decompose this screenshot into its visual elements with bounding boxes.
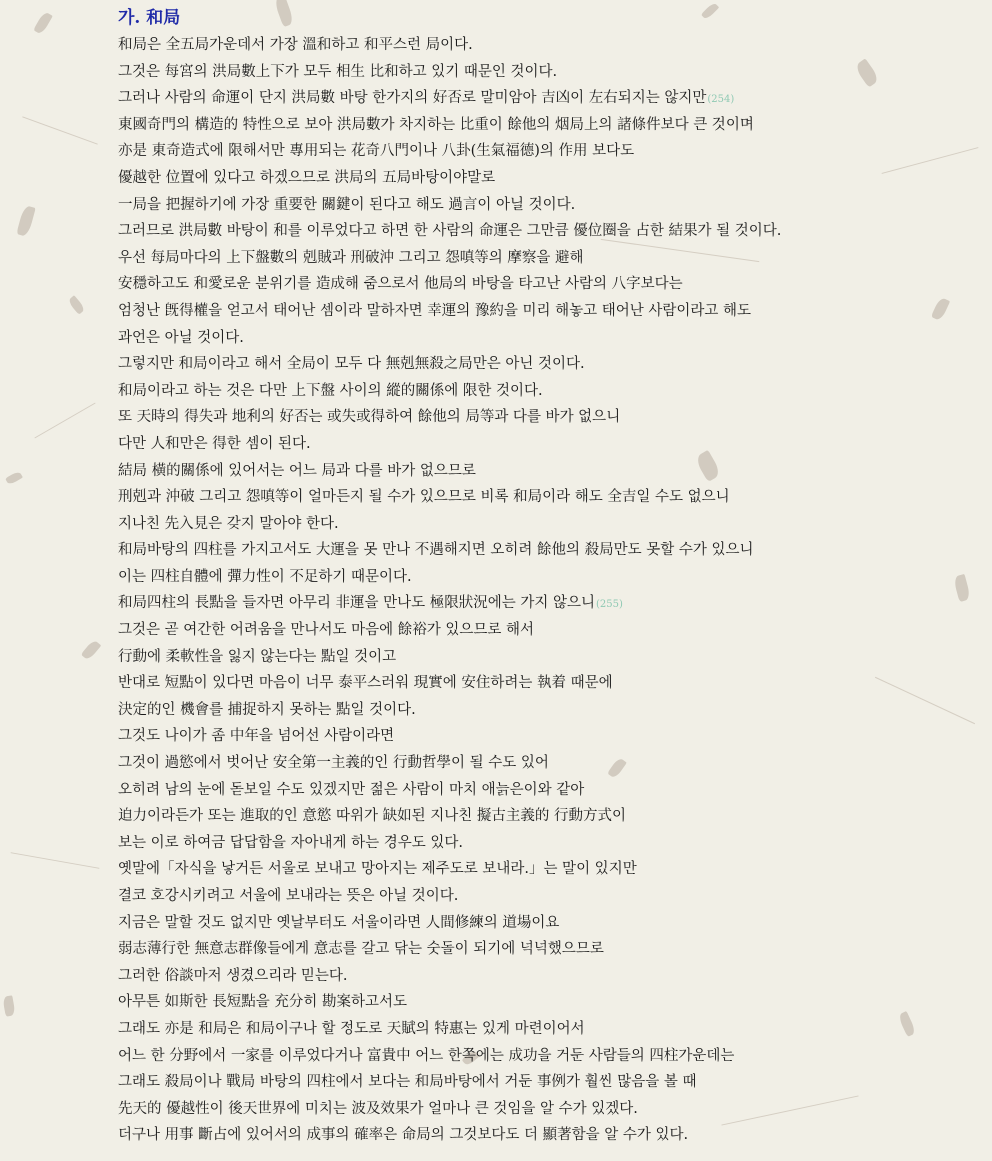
line-text: 과언은 아닐 것이다. bbox=[118, 329, 244, 346]
paper-fleck bbox=[2, 995, 15, 1016]
text-line bbox=[118, 85, 978, 112]
line-text: 行動에 柔軟性을 잃지 않는다는 點일 것이고 bbox=[118, 648, 397, 665]
line-text: 그래도 亦是 和局은 和局이구나 할 정도로 天賦의 特惠는 있게 마련이어서 bbox=[118, 1020, 585, 1037]
text-line bbox=[118, 218, 978, 245]
text-line bbox=[118, 351, 978, 378]
line-text: 和局이라고 하는 것은 다만 上下盤 사이의 縱的關係에 限한 것이다. bbox=[118, 382, 543, 399]
text-line bbox=[118, 670, 978, 697]
text-line bbox=[118, 271, 978, 298]
footnote-marker[interactable]: (254) bbox=[707, 94, 735, 106]
text-line bbox=[118, 1016, 978, 1043]
text-line bbox=[118, 378, 978, 405]
text-line bbox=[118, 1096, 978, 1123]
text-line bbox=[118, 936, 978, 963]
line-text: 그래도 殺局이나 戰局 바탕의 四柱에서 보다는 和局바탕에서 거둔 事例가 훨씬 많음을 볼 때 bbox=[118, 1074, 697, 1091]
line-text: 오히려 남의 눈에 돋보일 수도 있겠지만 젊은 사람이 마치 애늙은이와 같아 bbox=[118, 781, 585, 798]
line-text: 이는 四柱自體에 彈力性이 不足하기 때문이다. bbox=[118, 568, 412, 585]
line-text: 우선 每局마다의 上下盤數의 剋賊과 刑破沖 그리고 怨嗔等의 摩察을 避해 bbox=[118, 249, 584, 266]
paper-fleck bbox=[81, 639, 102, 661]
line-text: 그러므로 洪局數 바탕이 和를 이루었다고 하면 한 사람의 命運은 그만큼 優位圈을 占한 結果가 될 것이다. bbox=[118, 223, 782, 240]
line-text: 결코 호강시키려고 서울에 보내라는 뜻은 아닐 것이다. bbox=[118, 888, 459, 904]
text-line bbox=[118, 458, 978, 485]
line-text: 그것은 곧 여간한 어려움을 만나서도 마음에 餘裕가 있으므로 해서 bbox=[118, 622, 535, 639]
section-title: 가. 和局 bbox=[118, 8, 181, 28]
document-body bbox=[118, 4, 978, 1149]
line-text: 亦是 東奇造式에 限해서만 專用되는 花奇八門이나 八卦(生氣福德)의 作用 보다도 bbox=[118, 143, 635, 160]
line-text: 刑剋과 沖破 그리고 怨嗔等이 얼마든지 될 수가 있으므로 비록 和局이라 해도 全吉일 수도 없으니 bbox=[118, 489, 730, 506]
text-line bbox=[118, 32, 978, 59]
text-line bbox=[118, 404, 978, 431]
line-text: 그렇지만 和局이라고 해서 全局이 모두 다 無剋無殺之局만은 아닌 것이다. bbox=[118, 356, 585, 373]
text-line bbox=[118, 723, 978, 750]
text-line bbox=[118, 431, 978, 458]
line-text: 一局을 把握하기에 가장 重要한 關鍵이 된다고 해도 過言이 아닐 것이다. bbox=[118, 196, 576, 213]
line-text: 다만 人和만은 得한 셈이 된다. bbox=[118, 435, 311, 452]
text-line bbox=[118, 803, 978, 830]
line-text: 지나친 先入見은 갖지 말아야 한다. bbox=[118, 515, 339, 532]
text-line bbox=[118, 192, 978, 219]
line-text: 優越한 位置에 있다고 하겠으므로 洪局의 五局바탕이야말로 bbox=[118, 169, 496, 186]
text-line bbox=[118, 537, 978, 564]
text-line bbox=[118, 298, 978, 325]
text-line bbox=[118, 750, 978, 777]
paper-fleck bbox=[33, 11, 53, 35]
line-text: 東國奇門의 構造的 特性으로 보아 洪局數가 차지하는 比重이 餘他의 烟局上의 諸條件보다 큰 것이며 bbox=[118, 116, 754, 133]
line-text: 그것은 每宮의 洪局數上下가 모두 相生 比和하고 있기 때문인 것이다. bbox=[118, 63, 558, 80]
text-line bbox=[118, 325, 978, 352]
text-line bbox=[118, 883, 978, 910]
text-line bbox=[118, 1069, 978, 1096]
text-line bbox=[118, 165, 978, 192]
paper-fleck bbox=[5, 471, 23, 486]
paper-fleck bbox=[16, 205, 35, 237]
text-line bbox=[118, 484, 978, 511]
text-line bbox=[118, 856, 978, 883]
line-text: 아무튼 如斯한 長短點을 充分히 勘案하고서도 bbox=[118, 994, 408, 1011]
line-text: 結局 橫的關係에 있어서는 어느 局과 다를 바가 없으므로 bbox=[118, 462, 476, 479]
line-text: 그것이 過慾에서 벗어난 安全第一主義的인 行動哲學이 될 수도 있어 bbox=[118, 755, 549, 772]
line-text: 옛말에「자식을 낳거든 서울로 보내고 망아지는 제주도로 보내라.」는 말이 있지만 bbox=[118, 861, 637, 878]
text-line bbox=[118, 245, 978, 272]
line-text: 그러한 俗談마저 생겼으리라 믿는다. bbox=[118, 967, 348, 984]
text-line bbox=[118, 1122, 978, 1149]
line-text: 和局은 全五局가운데서 가장 溫和하고 和平스런 局이다. bbox=[118, 37, 473, 53]
paper-fiber bbox=[11, 852, 100, 869]
text-line bbox=[118, 830, 978, 857]
line-text: 어느 한 分野에서 一家를 이루었다거나 富貴中 어느 한쪽에는 成功을 거둔 사람들의 四柱가운데는 bbox=[118, 1047, 735, 1064]
text-line bbox=[118, 910, 978, 937]
line-text: 先天的 優越性이 後天世界에 미치는 波及效果가 얼마나 큰 것임을 알 수가 있겠다. bbox=[118, 1100, 638, 1117]
text-line bbox=[118, 1043, 978, 1070]
line-text: 보는 이로 하여금 답답함을 자아내게 하는 경우도 있다. bbox=[118, 834, 464, 851]
text-line bbox=[118, 590, 978, 617]
line-text: 더구나 用事 斷占에 있어서의 成事의 確率은 命局의 그것보다도 더 顯著함을 알 수가 있다. bbox=[118, 1127, 689, 1144]
line-text: 또 天時의 得失과 地利의 好否는 或失或得하여 餘他의 局等과 다를 바가 없으니 bbox=[118, 409, 621, 426]
paper-fleck bbox=[67, 295, 85, 315]
text-line bbox=[118, 617, 978, 644]
text-line bbox=[118, 564, 978, 591]
text-line bbox=[118, 112, 978, 139]
line-text: 和局四柱의 長點을 들자면 아무리 非運을 만나도 極限狀況에는 가지 않으니 bbox=[118, 595, 596, 612]
text-line bbox=[118, 697, 978, 724]
text-line bbox=[118, 989, 978, 1016]
line-text: 和局바탕의 四柱를 가지고서도 大運을 못 만나 不遇해지면 오히려 餘他의 殺局만도 못할 수가 있으니 bbox=[118, 542, 754, 559]
line-text: 그러나 사람의 命運이 단지 洪局數 바탕 한가지의 好否로 말미암아 吉凶이 左右되지는 않지만 bbox=[118, 90, 707, 107]
line-text: 엄청난 旣得權을 얻고서 태어난 셈이라 말하자면 幸運의 豫約을 미리 해놓고 태어난 사람이라고 해도 bbox=[118, 302, 752, 319]
line-text: 弱志薄行한 無意志群像들에게 意志를 갈고 닦는 숫돌이 되기에 넉넉했으므로 bbox=[118, 941, 604, 958]
footnote-marker[interactable]: (255) bbox=[596, 599, 623, 611]
line-text: 安穩하고도 和愛로운 분위기를 造成해 줌으로서 他局의 바탕을 타고난 사람의 八字보다는 bbox=[118, 276, 683, 293]
text-line bbox=[118, 777, 978, 804]
text-line bbox=[118, 59, 978, 86]
text-line bbox=[118, 511, 978, 538]
line-text: 決定的인 機會를 捕捉하지 못하는 點일 것이다. bbox=[118, 701, 416, 718]
text-line bbox=[118, 138, 978, 165]
text-line bbox=[118, 644, 978, 671]
line-text: 반대로 短點이 있다면 마음이 너무 泰平스러워 現實에 安住하려는 執着 때문에 bbox=[118, 675, 613, 692]
paper-fiber bbox=[22, 116, 98, 144]
text-lines bbox=[118, 32, 978, 1149]
line-text: 그것도 나이가 좀 中年을 넘어선 사람이라면 bbox=[118, 728, 395, 745]
line-text: 지금은 말할 것도 없지만 옛날부터도 서울이라면 人間修練의 道場이요 bbox=[118, 914, 560, 931]
paper-fiber bbox=[34, 403, 95, 439]
text-line bbox=[118, 963, 978, 990]
line-text: 迫力이라든가 또는 進取的인 意慾 따위가 缺如된 지나친 擬古主義的 行動方式이 bbox=[118, 808, 626, 825]
